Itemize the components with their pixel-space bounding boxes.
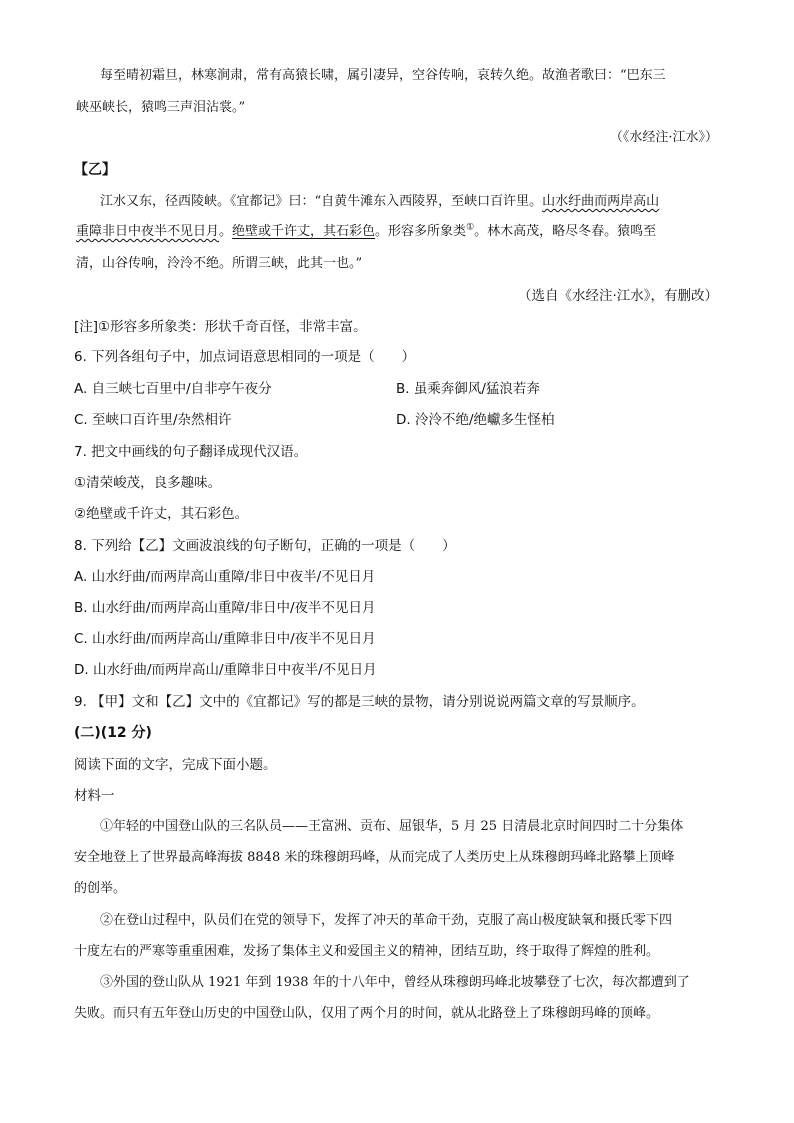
q8-option-d: D. 山水纡曲/而两岸高山/重障非日中夜半/不见日月 — [74, 662, 377, 678]
q6-option-a: A. 自三峡七百里中/自非亭午夜分 — [74, 381, 272, 397]
yi-underlined-sentence: 绝壁或千许丈，其石彩色 — [232, 224, 376, 239]
yi-source: （选自《水经注·江水》，有删改） — [517, 288, 718, 304]
yi-line-1-text: 江水又东，径西陵峡。《宜都记》曰：“自黄牛滩东入西陵界，至峡口百许里。 — [100, 194, 543, 209]
yi-line-2-rest: 。林木高茂，略尽冬春。猿鸣至 — [474, 224, 657, 239]
yi-line-2-text: 。形容多所象类 — [375, 224, 467, 239]
material-1-p1-line-2: 安全地登上了世界最高峰海拔 8848 米的珠穆朗玛峰，从而完成了人类历史上从珠穆朗玛峰北路攀上顶峰 — [74, 850, 675, 865]
material-1-p2-line-1: ②在登山过程中，队员们在党的领导下，发挥了冲天的革命干劲，克服了高山极度缺氧和摄氏零下四 — [100, 913, 673, 928]
q8-stem: 8. 下列给【乙】文画波浪线的句子断句，正确的一项是（ ） — [74, 538, 456, 554]
q6-option-c: C. 至峡口百许里/杂然相许 — [74, 412, 232, 428]
yi-note: [注]①形容多所象类：形状千奇百怪，非常丰富。 — [74, 319, 367, 335]
q6-option-d: D. 泠泠不绝/绝巘多生怪柏 — [396, 412, 555, 428]
yi-line-3: 清，山谷传响，泠泠不绝。所谓三峡，此其一也。” — [76, 256, 363, 271]
q9-stem: 9. 【甲】文和【乙】文中的《宜都记》写的都是三峡的景物，请分别说说两篇文章的写景顺序。 — [74, 694, 645, 710]
q7-stem: 7. 把文中画线的句子翻译成现代汉语。 — [74, 444, 308, 460]
yi-wavy-sentence-part-1: 山水纡曲而两岸高山 — [542, 194, 660, 209]
material-1-p1-line-1: ①年轻的中国登山队的三名队员——王富洲、贡布、屈银华，5 月 25 日清晨北京时间四时二十分集体 — [100, 819, 684, 834]
q7-sentence-1: ①清荣峻茂，良多趣味。 — [74, 475, 222, 491]
jia-passage-line-2: 峡巫峡长，猿鸣三声泪沾裳。” — [76, 100, 246, 115]
yi-line-2 — [76, 222, 656, 242]
material-1-p3-line-1: ③外国的登山队从 1921 年到 1938 年的十八年中，曾经从珠穆朗玛峰北坡攀登了七次，每次都遭到了 — [100, 975, 690, 990]
material-1-label: 材料一 — [74, 788, 115, 804]
material-1-p2-line-2: 十度左右的严寒等重重困难，发扬了集体主义和爱国主义的精神，团结互助，终于取得了辉煌的胜利。 — [74, 944, 660, 959]
material-1-p1-line-3: 的创举。 — [74, 881, 127, 896]
q6-stem: 6. 下列各组句子中，加点词语意思相同的一项是（ ） — [74, 349, 416, 365]
note-mark: ① — [466, 222, 475, 233]
yi-heading: 【乙】 — [74, 162, 116, 178]
jia-source: （《水经注·江水》） — [609, 130, 718, 145]
yi-wavy-sentence-part-2: 重障非日中夜半不见日月 — [76, 224, 220, 239]
part2-instruction: 阅读下面的文字，完成下面小题。 — [74, 757, 277, 773]
jia-passage-line-1: 每至晴初霜旦，林寒涧肃，常有高猿长啸，属引凄异，空谷传响，哀转久绝。故渔者歌曰：“巴东三 — [100, 68, 666, 83]
material-1-p3-line-2: 失败。而只有五年登山历史的中国登山队，仅用了两个月的时间，就从北路登上了珠穆朗玛峰的顶峰。 — [74, 1006, 660, 1021]
q8-option-b: B. 山水纡曲/而两岸高山重障/非日中/夜半不见日月 — [74, 600, 376, 616]
q7-sentence-2: ②绝壁或千许丈，其石彩色。 — [74, 506, 249, 522]
yi-line-1 — [100, 192, 659, 212]
q8-option-c: C. 山水纡曲/而两岸高山/重障非日中/夜半不见日月 — [74, 631, 376, 647]
q8-option-a: A. 山水纡曲/而两岸高山重障/非日中夜半/不见日月 — [74, 569, 376, 585]
part2-heading: (二)(12 分) — [74, 725, 152, 741]
yi-line-2-punct: 。 — [219, 224, 233, 239]
q6-option-b: B. 虽乘奔御风/猛浪若奔 — [396, 381, 540, 397]
